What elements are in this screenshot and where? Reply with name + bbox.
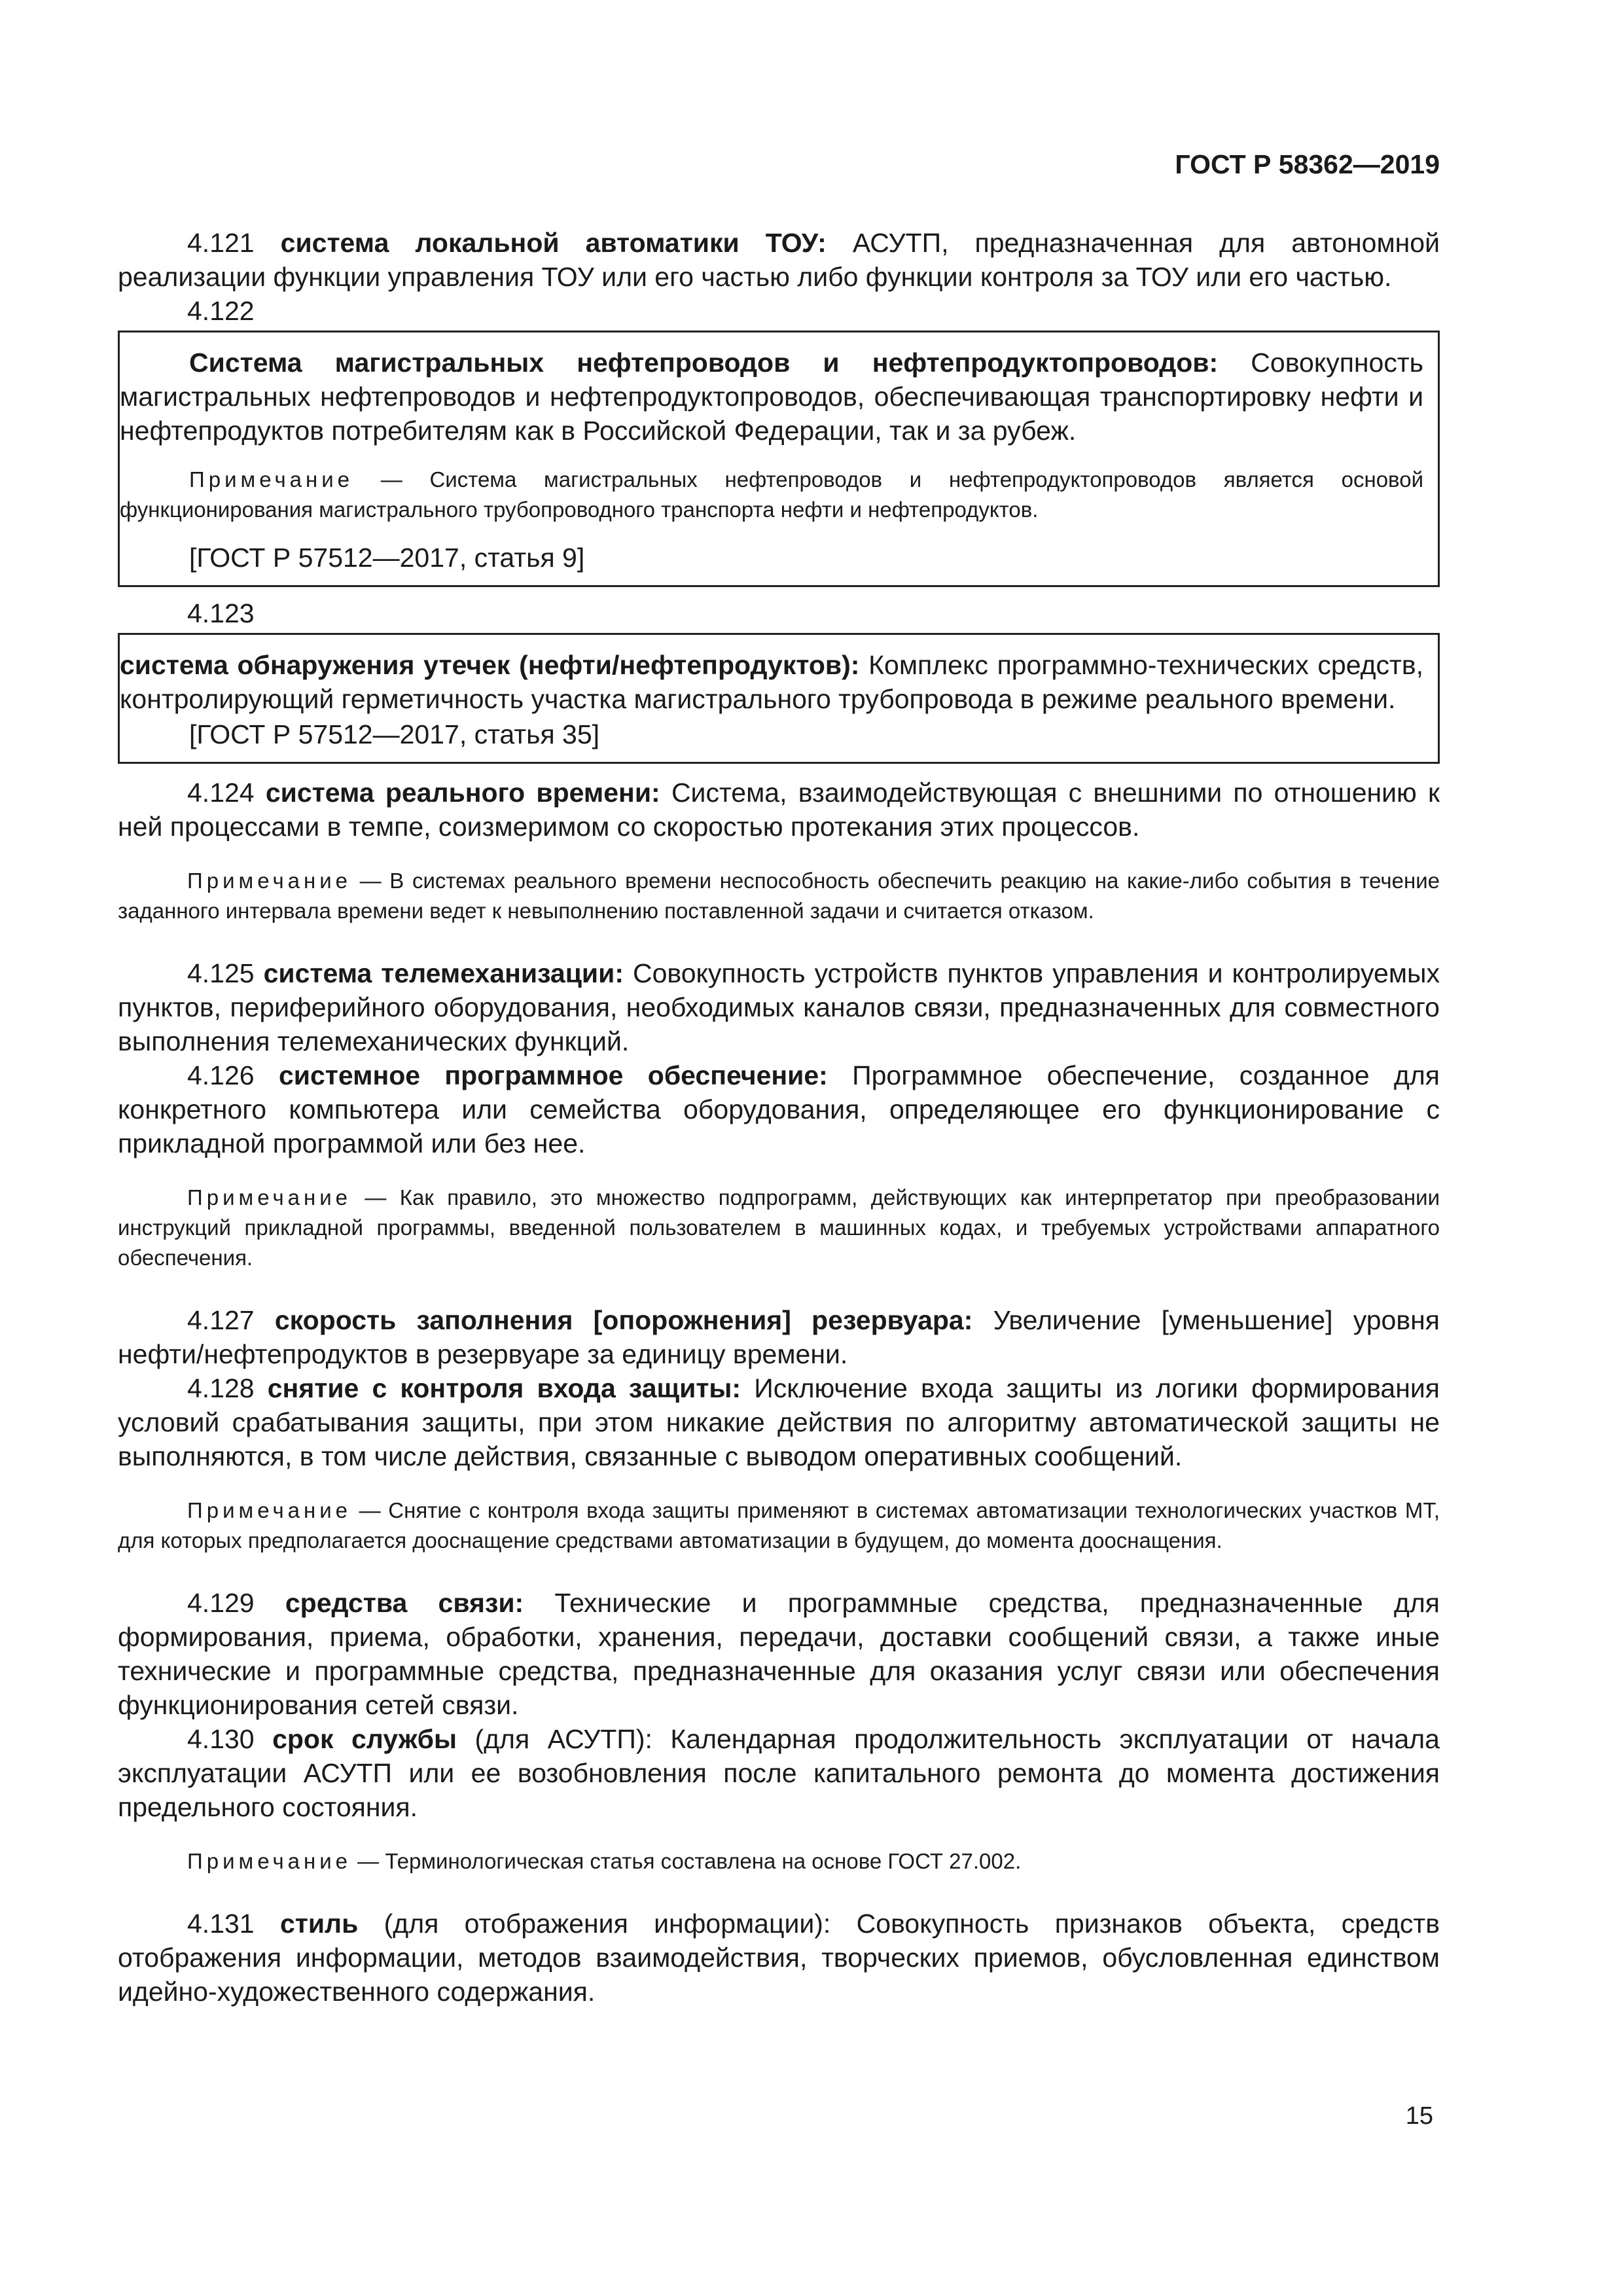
- definition: Комплекс программно-технических средств, контролирующий герметичность участка магистрального трубопровода в режиме реального времени.: [120, 650, 1423, 714]
- entry-4-122: [120, 346, 1423, 448]
- definition: АСУТП, предназначенная для автономной реализации функции управления ТОУ или его частью либо функции контроля за ТОУ или его частью.: [118, 228, 1440, 292]
- entry-4-128: 4.128 снятие с контроля входа защиты: Исключение входа защиты из логики формирования условий срабатывания защиты, при этом никакие действия по алгоритму автоматической защиты не выполняются, в том числе действия, связанные с выводом оперативных сообщений.: [118, 1373, 1440, 1471]
- entry-4-131: 4.131 стиль (для отображения информации): Совокупность признаков объекта, средств отображения информации, методов взаимодействия, творческих приемов, обусловленная единством идейно-художественного содержания.: [118, 1909, 1440, 2007]
- note: Примечание — Терминологическая статья составлена на основе ГОСТ 27.002.: [187, 1849, 1022, 1873]
- note: Примечание — Как правило, это множество подпрограмм, действующих как интерпретатор при преобразовании инструкций прикладной программы, введенной пользователем в машинных кодах, и требуемых устройствами аппаратного обеспечения.: [118, 1185, 1440, 1270]
- term: системное программное обеспечение:: [278, 1060, 828, 1090]
- term: система реального времени:: [265, 778, 660, 808]
- entry-4-125: 4.125 система телемеханизации: Совокупность устройств пунктов управления и контролируемых пунктов, периферийного оборудования, необходимых каналов связи, предназначенных для совместного выполнения телемеханических функций.: [118, 958, 1440, 1056]
- term: стиль: [279, 1909, 359, 1939]
- entry-4-126: 4.126 системное программное обеспечение: Программное обеспечение, созданное для конкретного компьютера или семейства оборудования, определяющее его функционирование с прикладной программой или без нее.: [118, 1060, 1440, 1158]
- entry-4-127: 4.127 скорость заполнения [опорожнения] резервуара: Увеличение [уменьшение] уровня нефти/нефтепродуктов в резервуаре за единицу времени.: [118, 1305, 1440, 1369]
- term: система телемеханизации:: [263, 958, 624, 988]
- term: система локальной автоматики ТОУ:: [280, 228, 827, 258]
- note: Примечание — Система магистральных нефтепроводов и нефтепродуктопроводов является основой функционирования магистрального трубопроводного транспорта нефти и нефтепродуктов.: [120, 467, 1423, 522]
- entry-4-130: 4.130 срок службы (для АСУТП): Календарная продолжительность эксплуатации от начала эксплуатации АСУТП или ее возобновления после капитального ремонта до момента достижения предельного состояния.: [118, 1724, 1440, 1822]
- page-number: 15: [1405, 2102, 1433, 2130]
- term: скорость заполнения [опорожнения] резервуара:: [274, 1305, 973, 1335]
- entry-4-121: 4.121 система локальной автоматики ТОУ: АСУТП, предназначенная для автономной реализации функции управления ТОУ или его частью либо функции контроля за ТОУ или его частью.: [118, 228, 1440, 292]
- entry-number: 4.123: [187, 598, 255, 628]
- definition: (для отображения информации): Совокупность признаков объекта, средств отображения информации, методов взаимодействия, творческих приемов, обусловленная единством идейно-художественного содержания.: [118, 1909, 1440, 2007]
- term: Система магистральных нефтепроводов и нефтепродуктопроводов:: [189, 348, 1219, 378]
- source-reference: [ГОСТ Р 57512—2017, статья 9]: [189, 543, 585, 573]
- note: Примечание — В системах реального времени неспособность обеспечить реакцию на какие-либо события в течение заданного интервала времени ведет к невыполнению поставленной задачи и считается отказом.: [118, 869, 1440, 923]
- source-reference: [ГОСТ Р 57512—2017, статья 35]: [189, 719, 600, 749]
- term: срок службы: [272, 1724, 457, 1754]
- definition: Технические и программные средства, предназначенные для формирования, приема, обработки, хранения, передачи, доставки сообщений связи, а также иные технические и программные средства, предназначенные для оказания услуг связи или обеспечения функционирования сетей связи.: [118, 1588, 1440, 1720]
- boxed-entry-4-122: [118, 331, 1440, 587]
- definition: Увеличение [уменьшение] уровня нефти/нефтепродуктов в резервуаре за единицу времени.: [118, 1305, 1440, 1369]
- definition: (для АСУТП): Календарная продолжительность эксплуатации от начала эксплуатации АСУТП или ее возобновления после капитального ремонта до момента достижения предельного состояния.: [118, 1724, 1440, 1822]
- term: система обнаружения утечек (нефти/нефтепродуктов):: [120, 650, 860, 680]
- term: снятие с контроля входа защиты:: [267, 1373, 741, 1403]
- boxed-entry-4-123: [118, 633, 1440, 764]
- document-header: ГОСТ Р 58362—2019: [1175, 149, 1440, 179]
- definition: Исключение входа защиты из логики формирования условий срабатывания защиты, при этом никакие действия по алгоритму автоматической защиты не выполняются, в том числе действия, связанные с выводом оперативных сообщений.: [118, 1373, 1440, 1471]
- term: средства связи:: [285, 1588, 524, 1618]
- definition: Совокупность устройств пунктов управления и контролируемых пунктов, периферийного оборудования, необходимых каналов связи, предназначенных для совместного выполнения телемеханических функций.: [118, 958, 1440, 1056]
- entry-number: 4.122: [187, 296, 255, 326]
- entry-4-129: 4.129 средства связи: Технические и программные средства, предназначенные для формирования, приема, обработки, хранения, передачи, доставки сообщений связи, а также иные технические и программные средства, предназначенные для оказания услуг связи или обеспечения функционирования сетей связи.: [118, 1588, 1440, 1720]
- entry-4-123: [120, 648, 1423, 716]
- note: Примечание — Снятие с контроля входа защиты применяют в системах автоматизации технологических участков МТ, для которых предполагается дооснащение средствами автоматизации в будущем, до момента дооснащения.: [118, 1498, 1440, 1552]
- entry-4-124: 4.124 система реального времени: Система, взаимодействующая с внешними по отношению к ней процессами в темпе, соизмеримом со скоростью протекания этих процессов.: [118, 778, 1440, 842]
- definition: Программное обеспечение, созданное для конкретного компьютера или семейства оборудования, определяющее его функционирование с прикладной программой или без нее.: [118, 1060, 1440, 1158]
- definition: Совокупность магистральных нефтепроводов и нефтепродуктопроводов, обеспечивающая транспортировку нефти и нефтепродуктов потребителям как в Российской Федерации, так и за рубеж.: [120, 348, 1423, 446]
- document-content: [118, 226, 1440, 2009]
- definition: Система, взаимодействующая с внешними по отношению к ней процессами в темпе, соизмеримом со скоростью протекания этих процессов.: [118, 778, 1440, 842]
